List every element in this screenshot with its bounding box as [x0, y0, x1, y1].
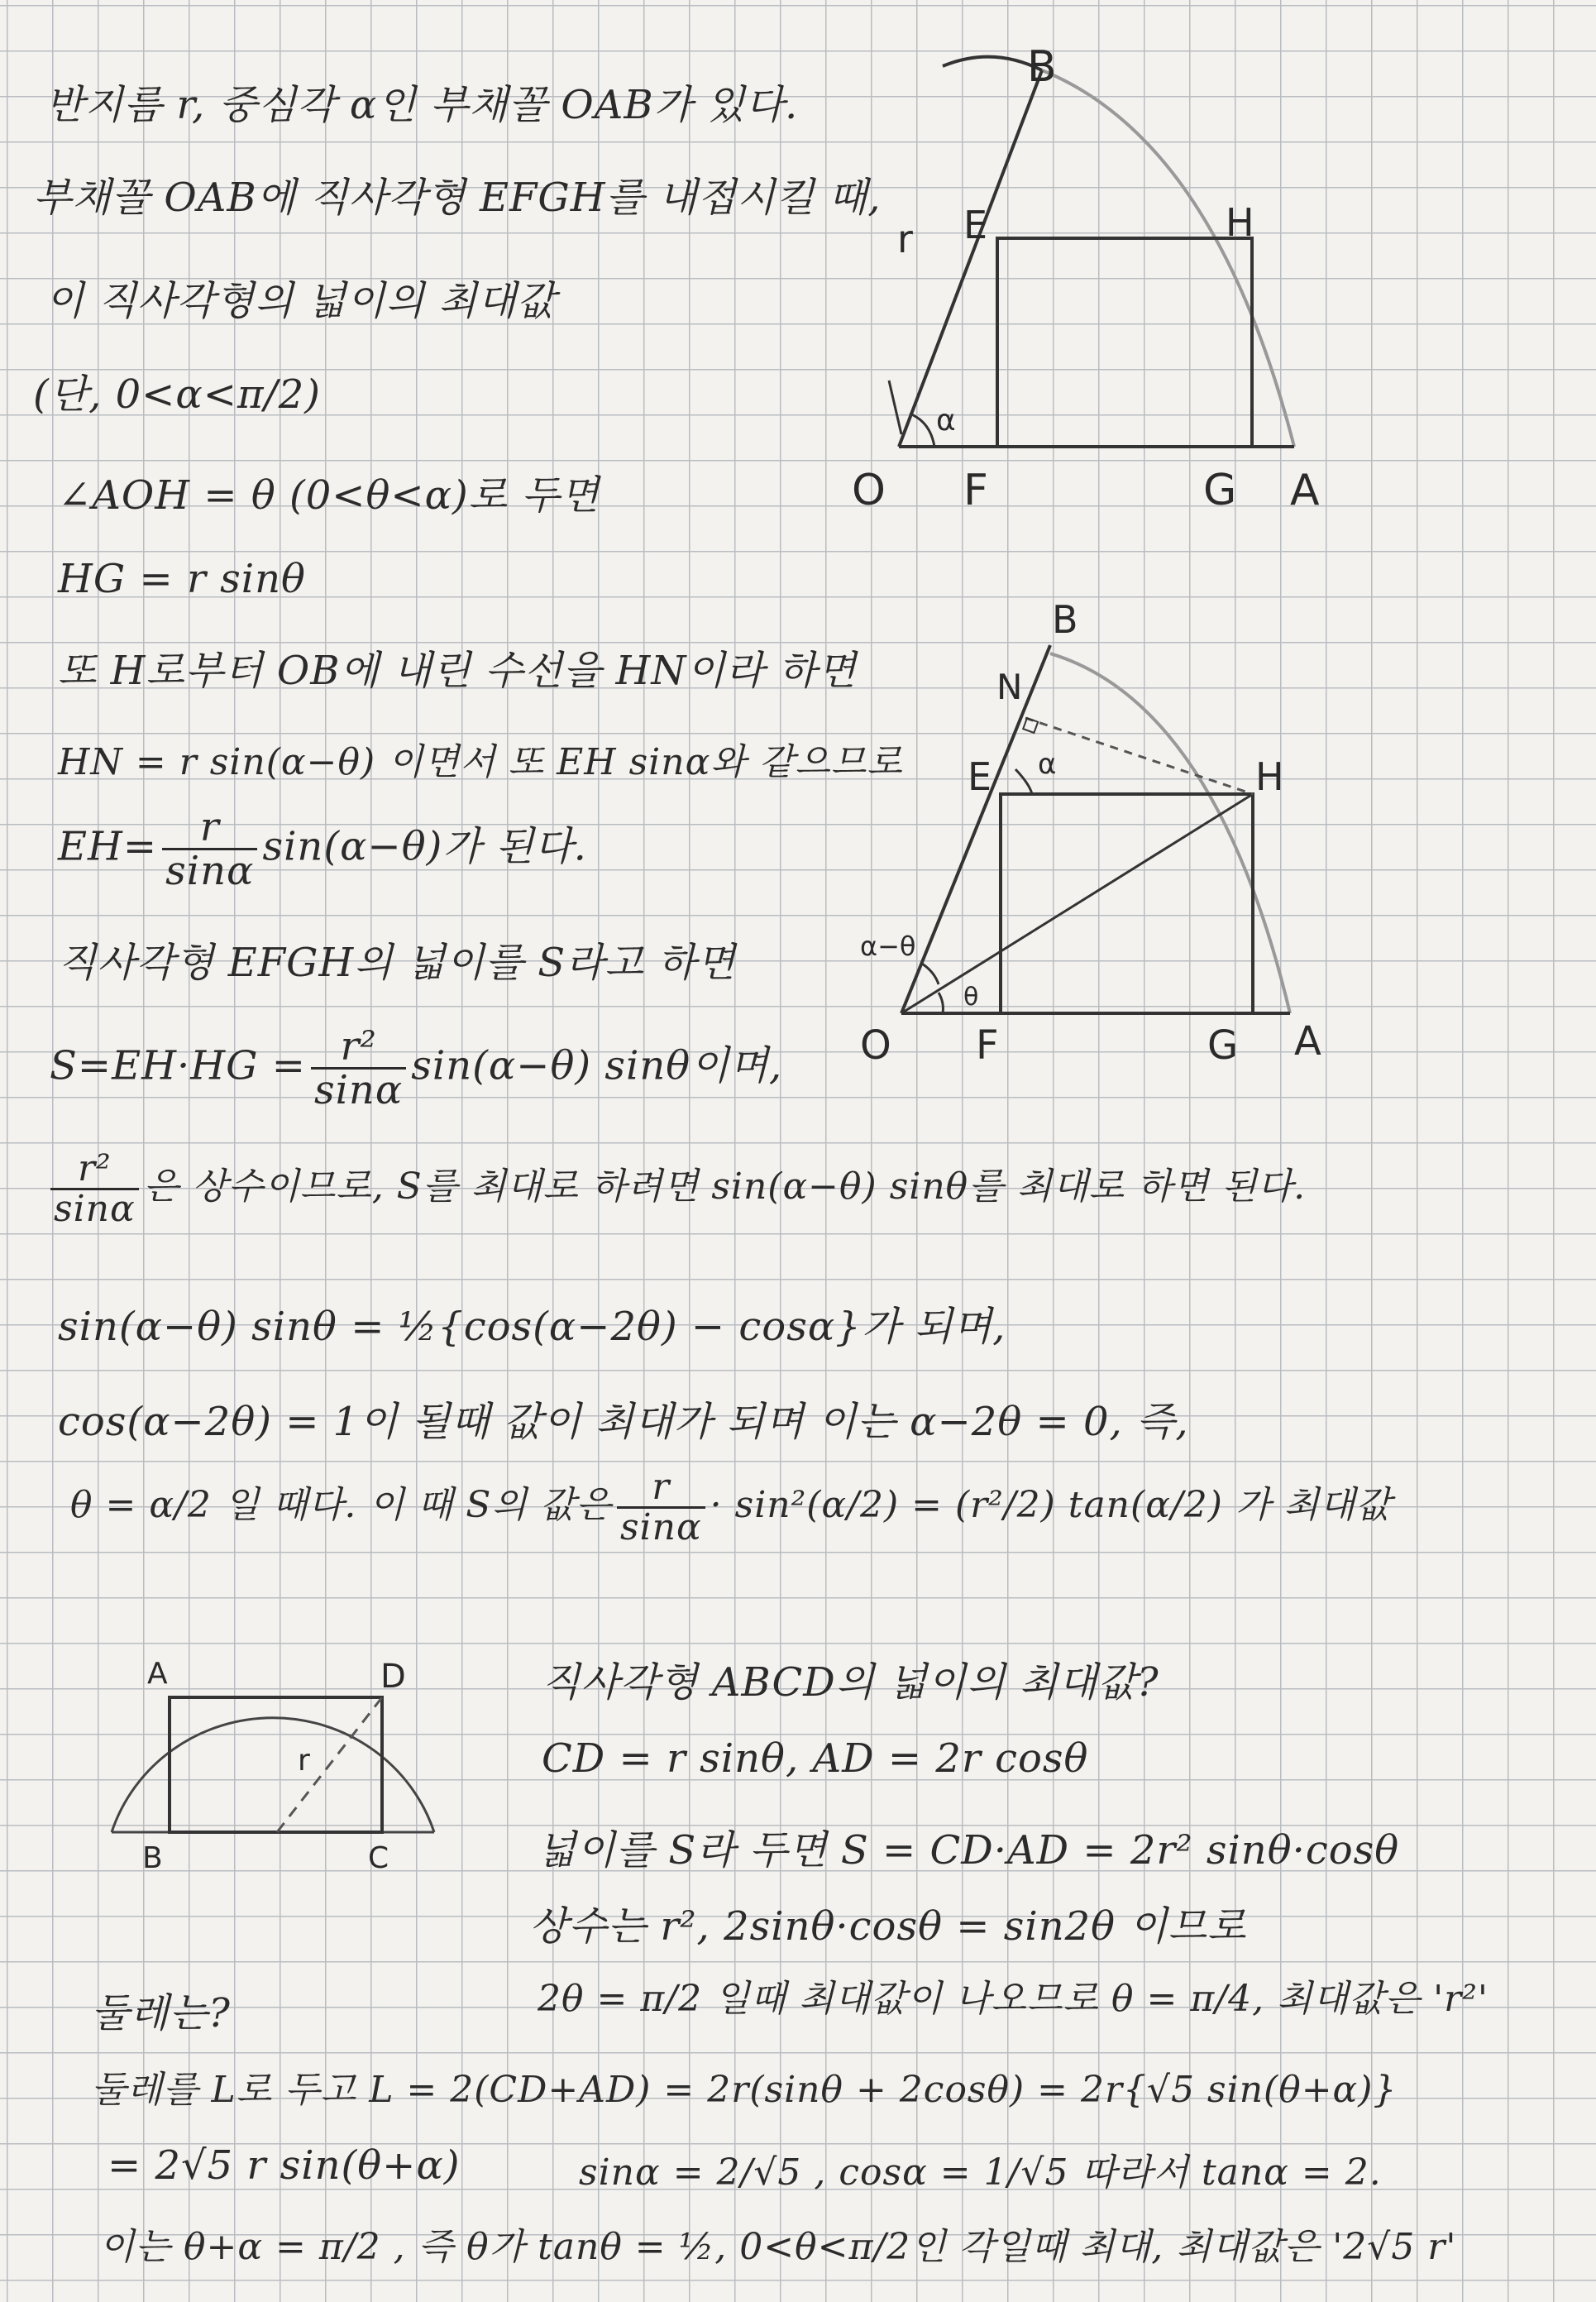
- label-b: B: [1027, 42, 1057, 92]
- label-theta: θ: [963, 983, 979, 1012]
- solution-step-1: ∠AOH = θ (0<θ<α)로 두면: [58, 472, 600, 519]
- eh-fraction: [162, 806, 257, 893]
- max-numerator: r: [617, 1468, 705, 1509]
- const-text: 은 상수이므로, S를 최대로 하려면 sin(α−θ) sinθ를 최대로 하면 된다.: [143, 1165, 1307, 1208]
- problem3-line-3: 이는 θ+α = π/2 , 즉 θ가 tanθ = ½, 0<θ<π/2인 각일때 최대, 최대값은 '2√5 r': [99, 2226, 1457, 2268]
- label-b: B: [142, 1841, 163, 1875]
- label-g: G: [1203, 466, 1237, 515]
- solution-step-11: [70, 1468, 1392, 1547]
- label-alpha-minus-theta: α−θ: [860, 931, 916, 962]
- s-lhs: S=EH·HG =: [50, 1042, 306, 1089]
- label-h: H: [1255, 754, 1284, 799]
- label-b: B: [1052, 597, 1078, 642]
- const-denominator: sinα: [54, 1188, 136, 1231]
- label-h: H: [1226, 200, 1254, 245]
- s-numerator: r²: [311, 1026, 406, 1070]
- solution-step-8: [45, 1147, 1307, 1231]
- label-f: F: [976, 1022, 999, 1069]
- problem3-line-2b: sinα = 2/√5 , cosα = 1/√5 따라서 tanα = 2.: [579, 2151, 1382, 2194]
- problem3-line-2a: = 2√5 r sin(θ+α): [108, 2142, 461, 2189]
- radius-ob: [901, 645, 1050, 1013]
- max-denominator: sinα: [619, 1506, 702, 1549]
- problem2-step-4: 2θ = π/2 일때 최대값이 나오므로 θ = π/4, 최대값은 'r²': [538, 1978, 1488, 2020]
- solution-step-5: [58, 806, 587, 893]
- eh-numerator: r: [162, 806, 257, 850]
- radius-dashed: [277, 1697, 382, 1832]
- rectangle-efgh: [1001, 794, 1253, 1013]
- problem1-line3: 이 직사각형의 넓이의 최대값: [45, 278, 557, 324]
- label-r: r: [298, 1744, 310, 1778]
- const-fraction: [50, 1147, 139, 1231]
- label-a: A: [147, 1657, 168, 1691]
- problem2-question: 직사각형 ABCD의 넓이의 최대값?: [542, 1659, 1159, 1706]
- label-c: C: [368, 1841, 389, 1875]
- solution-step-6: 직사각형 EFGH의 넓이를 S라고 하면: [58, 940, 736, 986]
- s-fraction: [311, 1023, 406, 1114]
- problem2-step-1: CD = r sinθ, AD = 2r cosθ: [542, 1735, 1089, 1782]
- label-f: F: [963, 466, 988, 515]
- max-fraction: [617, 1468, 705, 1547]
- label-e: E: [963, 203, 988, 247]
- solution-step-2: HG = r sinθ: [58, 556, 306, 602]
- solution-step-3: 또 H로부터 OB에 내린 수선을 HN이라 하면: [58, 648, 858, 694]
- label-r: r: [897, 217, 913, 261]
- arc-right: [1042, 70, 1294, 447]
- const-numerator: r²: [50, 1150, 139, 1190]
- problem2-step-3: 상수는 r², 2sinθ·cosθ = sin2θ 이므로: [529, 1903, 1247, 1950]
- problem2-step-2: 넓이를 S라 두면 S = CD·AD = 2r² sinθ·cosθ: [538, 1827, 1400, 1874]
- rectangle-efgh: [997, 238, 1252, 447]
- semicircle-arc: [112, 1718, 434, 1832]
- solution-step-10: cos(α−2θ) = 1이 될때 값이 최대가 되며 이는 α−2θ = 0, 즉,: [58, 1399, 1189, 1445]
- angle-arc-theta: [939, 993, 943, 1013]
- label-d: D: [380, 1658, 406, 1696]
- label-o: O: [860, 1022, 891, 1069]
- max-result: · sin²(α/2) = (r²/2) tan(α/2) 가 최대값: [710, 1484, 1392, 1527]
- eh-denominator: sinα: [165, 848, 255, 895]
- label-a: A: [1294, 1018, 1321, 1065]
- problem1-condition: (단, 0<α<π/2): [33, 371, 321, 418]
- label-alpha: α: [936, 404, 956, 438]
- problem1-line2: 부채꼴 OAB에 직사각형 EFGH를 내접시킬 때,: [33, 175, 882, 221]
- label-n: N: [996, 667, 1023, 707]
- angle-arc-e: [1015, 769, 1032, 794]
- sector-figure-2: [852, 596, 1348, 1075]
- solution-step-7: [50, 1023, 783, 1114]
- angle-arc-o: [922, 964, 939, 984]
- label-alpha-e: α: [1038, 748, 1057, 781]
- problem1-line1: 반지름 r, 중심각 α인 부채꼴 OAB가 있다.: [45, 82, 799, 128]
- problem3-question: 둘레는?: [91, 1990, 231, 2036]
- eh-lhs: EH=: [58, 823, 158, 870]
- eh-rhs: sin(α−θ)가 된다.: [262, 823, 587, 870]
- theta-result: θ = α/2 일 때다. 이 때 S의 값은: [70, 1484, 612, 1527]
- solution-step-4: HN = r sin(α−θ) 이면서 또 EH sinα와 같으므로: [58, 741, 903, 783]
- segment-oh: [901, 794, 1253, 1013]
- label-g: G: [1207, 1022, 1239, 1069]
- label-o: O: [852, 466, 886, 515]
- label-a: A: [1290, 466, 1320, 515]
- radius-ob: [899, 70, 1042, 447]
- s-rhs: sin(α−θ) sinθ이며,: [411, 1042, 783, 1089]
- angle-mark: [889, 380, 934, 447]
- label-e: E: [968, 754, 992, 799]
- solution-step-9: sin(α−θ) sinθ = ½{cos(α−2θ) − cosα}가 되며,: [58, 1304, 1006, 1350]
- problem3-line-1: 둘레를 L로 두고 L = 2(CD+AD) = 2r(sinθ + 2cosθ) = 2r{√5 sin(θ+α)}: [91, 2069, 1398, 2111]
- s-denominator: sinα: [313, 1067, 404, 1114]
- perpendicular-hn: [1025, 718, 1253, 794]
- semicircle-figure: [99, 1646, 463, 1894]
- sector-figure-1: [852, 33, 1348, 529]
